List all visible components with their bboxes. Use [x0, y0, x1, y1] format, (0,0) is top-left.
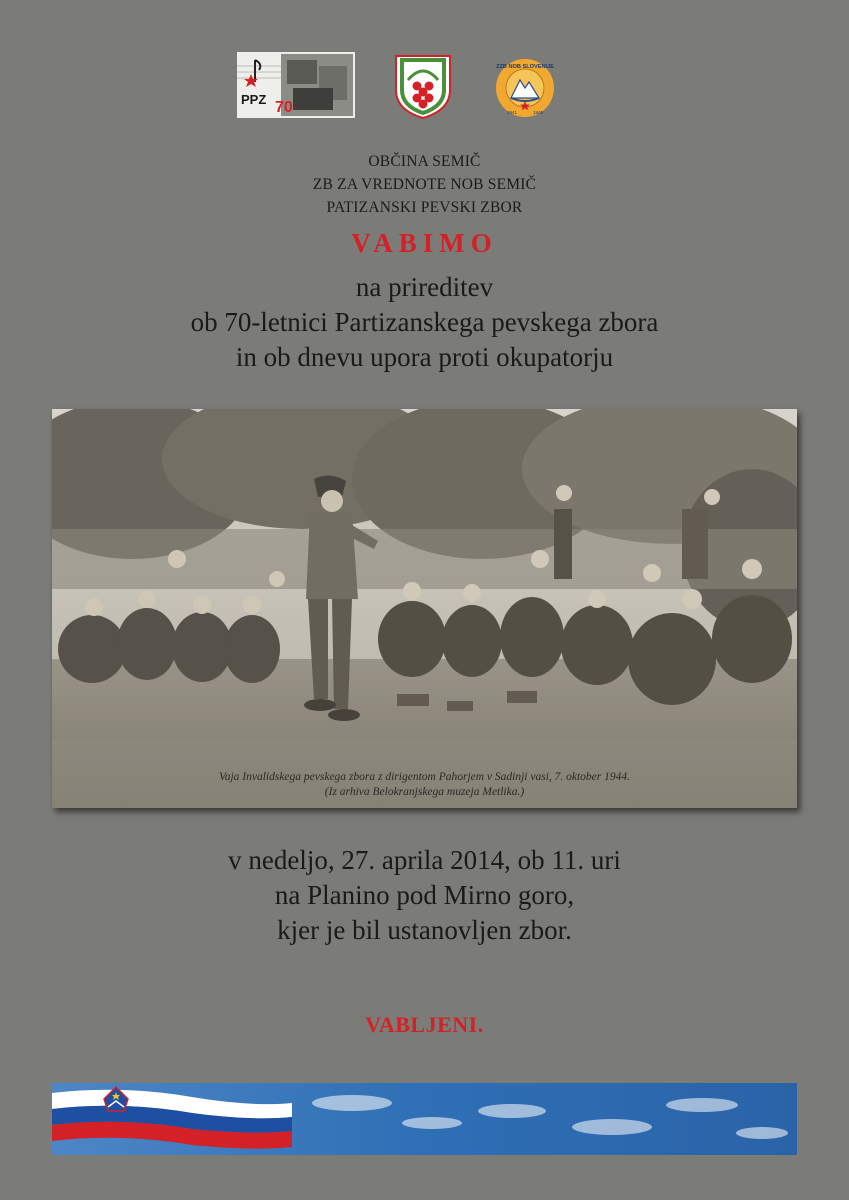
invitation-line: in ob dnevu upora proti okupatorju: [235, 342, 614, 372]
logo-row: [0, 52, 849, 120]
organizer-line: ZB ZA VREDNOTE NOB SEMIČ: [312, 176, 537, 193]
event-date-line: v nedeljo, 27. aprila 2014, ob 11. uri: [228, 845, 621, 875]
historical-photo: [52, 409, 797, 808]
flag-sky-banner: [52, 1083, 797, 1155]
photo-caption: [52, 770, 797, 800]
closing-text: VABLJENI.: [365, 1012, 484, 1037]
event-details: [0, 843, 849, 948]
invitation-title: VABIMO: [351, 228, 498, 258]
choir-rehearsal-photo: [52, 409, 797, 808]
invitation-line: na prireditev: [355, 272, 494, 302]
zzb-year-end: 1945: [532, 110, 544, 115]
zzb-nob-slovenije-logo: [495, 58, 555, 118]
ppz-number: 70: [275, 99, 293, 116]
ppz-70-logo: [237, 52, 355, 118]
event-location-line: na Planino pod Mirno goro,: [274, 880, 575, 910]
organizer-line: OBČINA SEMIČ: [368, 153, 481, 170]
ppz-text: PPZ: [241, 92, 267, 107]
invitation-text: [0, 270, 849, 375]
zzb-text: ZZB NOB SLOVENIJE: [496, 64, 554, 70]
photo-caption-source: (Iz arhiva Belokranjskega muzeja Metlika.): [324, 786, 525, 798]
event-note-line: kjer je bil ustanovljen zbor.: [277, 915, 572, 945]
organizer-line: PATIZANSKI PEVSKI ZBOR: [326, 199, 523, 216]
photo-caption-line: Vaja Invalidskega pevskega zbora z dirigentom Pahorjem v Sadinji vasi, 7. oktober 1944.: [218, 771, 631, 783]
organizer-list: [0, 150, 849, 219]
semic-coat-of-arms: [392, 52, 454, 120]
zzb-year-start: 1941: [506, 110, 518, 115]
invitation-line: ob 70-letnici Partizanskega pevskega zbora: [190, 307, 659, 337]
